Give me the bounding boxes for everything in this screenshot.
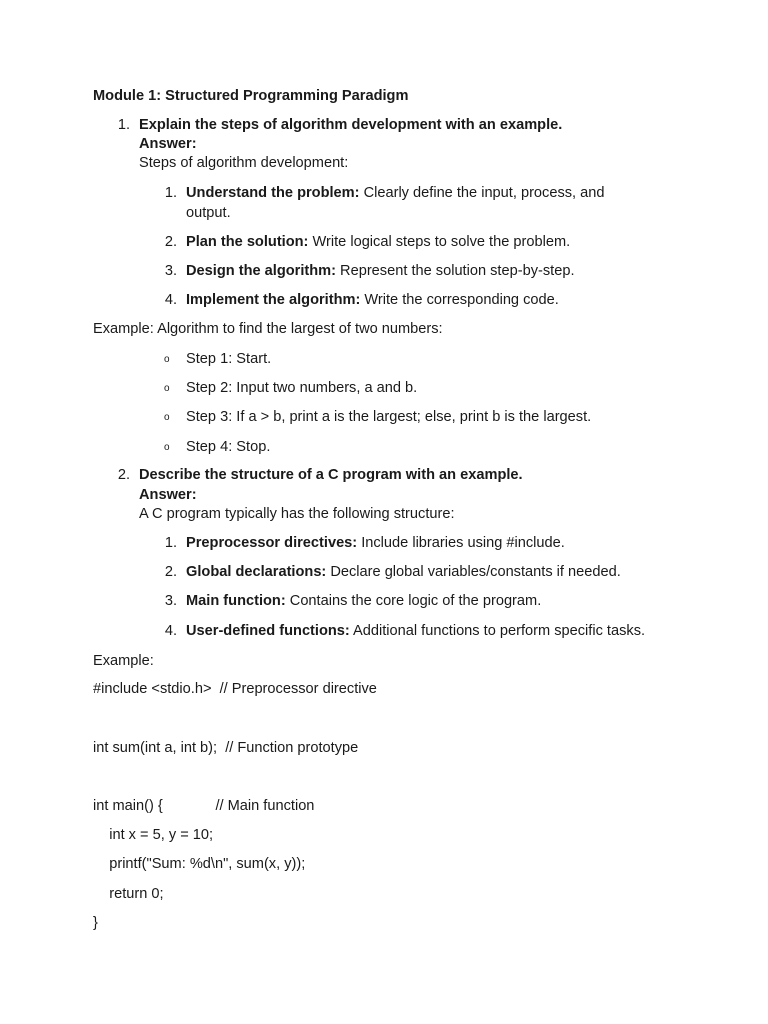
q1-step-desc-cont: output.: [186, 205, 231, 221]
q2-question: Describe the structure of a C program with an example.: [139, 467, 523, 483]
bullet-icon: o: [164, 412, 170, 423]
q2-intro: A C program typically has the following structure:: [139, 506, 455, 522]
q2-step-number: 4.: [164, 623, 177, 639]
q1-step-number: 4.: [164, 292, 177, 308]
q2-step-term: Main function:: [186, 593, 286, 609]
bullet-icon: o: [164, 442, 170, 453]
q1-example-heading: Example: Algorithm to find the largest of two numbers:: [93, 321, 443, 337]
q1-example-step: Step 2: Input two numbers, a and b.: [186, 380, 418, 396]
code-line: #include <stdio.h> // Preprocessor directive: [93, 681, 377, 697]
q2-step: [186, 534, 565, 552]
q1-step-term: Understand the problem:: [186, 185, 360, 201]
q1-step-number: 2.: [164, 234, 177, 250]
q2-step-term: Preprocessor directives:: [186, 535, 358, 551]
code-line: int main() { // Main function: [93, 798, 315, 814]
q2-step-desc: Additional functions to perform specific tasks.: [349, 623, 646, 639]
q1-step-desc: Represent the solution step-by-step.: [336, 263, 575, 279]
q2-answer-label: Answer:: [139, 487, 197, 503]
q1-step: [186, 262, 575, 280]
q2-step-desc: Include libraries using #include.: [357, 535, 565, 551]
q1-step-desc: Write the corresponding code.: [360, 292, 559, 308]
bullet-icon: o: [164, 354, 170, 365]
q1-step-desc: Clearly define the input, process, and: [359, 185, 605, 201]
q1-step-number: 1.: [164, 185, 177, 201]
q1-example-step: Step 3: If a > b, print a is the largest; else, print b is the largest.: [186, 409, 592, 425]
q2-step-desc: Declare global variables/constants if needed.: [326, 564, 621, 580]
bullet-icon: o: [164, 383, 170, 394]
q1-step: [186, 291, 559, 309]
q2-step-number: 2.: [164, 564, 177, 580]
code-line: int sum(int a, int b); // Function prototype: [93, 740, 359, 756]
q1-example-step: Step 1: Start.: [186, 351, 272, 367]
q2-step-desc: Contains the core logic of the program.: [285, 593, 542, 609]
q2-step: [186, 563, 621, 581]
q1-step-term: Design the algorithm:: [186, 263, 336, 279]
code-line: }: [93, 915, 98, 931]
q1-intro: Steps of algorithm development:: [139, 155, 349, 171]
q1-number: 1.: [117, 117, 130, 133]
q2-step-term: Global declarations:: [186, 564, 327, 580]
module-title: Module 1: Structured Programming Paradigm: [93, 88, 409, 104]
q2-step-number: 1.: [164, 535, 177, 551]
q1-answer-label: Answer:: [139, 136, 197, 152]
q1-step-number: 3.: [164, 263, 177, 279]
q2-step-term: User-defined functions:: [186, 623, 350, 639]
q1-step: [186, 233, 570, 251]
code-line: int x = 5, y = 10;: [93, 827, 214, 843]
q2-step-number: 3.: [164, 593, 177, 609]
q1-step-term: Implement the algorithm:: [186, 292, 361, 308]
q2-step: [186, 592, 541, 610]
code-line: printf("Sum: %d\n", sum(x, y));: [93, 856, 306, 872]
q2-step: [186, 622, 645, 640]
q1-question: Explain the steps of algorithm development with an example.: [139, 117, 563, 133]
q1-step: [186, 184, 605, 202]
q1-step-term: Plan the solution:: [186, 234, 309, 250]
q1-example-step: Step 4: Stop.: [186, 439, 271, 455]
q2-example-heading: Example:: [93, 653, 154, 669]
q1-step-desc: Write logical steps to solve the problem.: [308, 234, 571, 250]
q2-number: 2.: [117, 467, 130, 483]
code-line: return 0;: [93, 886, 164, 902]
